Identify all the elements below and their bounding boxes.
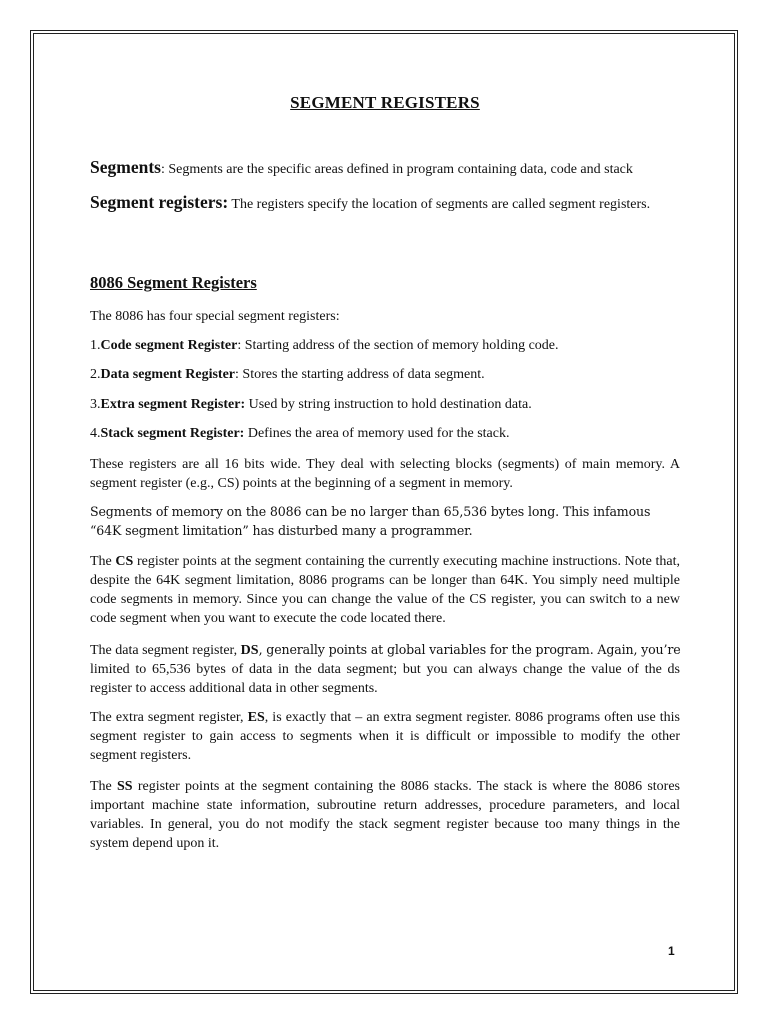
list-item: 3.Extra segment Register: Used by string instruction to hold destination data. — [90, 397, 532, 412]
register-abbrev: CS — [115, 554, 134, 569]
paragraph-segment-limit: Segments of memory on the 8086 can be no larger than 65,536 bytes long. This infamous “64K segment limitation” has disturbed many a programmer. — [90, 504, 651, 538]
register-name: Stack segment Register: — [100, 426, 245, 441]
register-name: Code segment Register — [100, 338, 238, 353]
page-title: SEGMENT REGISTERS — [290, 93, 480, 112]
paragraph-register-width: These registers are all 16 bits wide. They deal with selecting blocks (segments) of main memory. A segment register (e.g., CS) points at the beginning of a segment in memory. — [90, 457, 680, 491]
paragraph-ss: The SS register points at the segment containing the 8086 stacks. The stack is where the 8086 stores important machine state information, subroutine return addresses, procedure parameters, and local variables. In general, you do not modify the stack segment register because too many things in the system depend upon it. — [90, 779, 680, 851]
paragraph-ds: The data segment register, DS, generally points at global variables for the program. Again, you’re limited to 65,536 bytes of data in the data segment; but you can always change the value of the ds register to access additional data in other segments. — [90, 642, 681, 696]
intro-text: The 8086 has four special segment registers: — [90, 309, 340, 324]
definition-term: Segments — [90, 157, 161, 177]
definition-segments — [90, 158, 680, 179]
definition-segment-registers — [90, 192, 680, 215]
register-abbrev: ES — [247, 710, 265, 725]
list-item: 1.Code segment Register: Starting address of the section of memory holding code. — [90, 338, 559, 353]
list-item: 2.Data segment Register: Stores the starting address of data segment. — [90, 367, 485, 382]
list-item: 4.Stack segment Register: Defines the area of memory used for the stack. — [90, 426, 510, 441]
definition-term: Segment registers: — [90, 192, 229, 212]
register-abbrev: SS — [117, 779, 133, 794]
section-heading: 8086 Segment Registers — [90, 273, 257, 292]
definition-text: : Segments are the specific areas defined in program containing data, code and stack — [160, 162, 633, 177]
paragraph-es: The extra segment register, ES, is exactly that – an extra segment register. 8086 programs often use this segment register to gain access to segments when it is difficult or impossible to modify the other segment registers. — [90, 710, 680, 763]
register-name: Extra segment Register: — [100, 397, 246, 412]
page-number: 1 — [668, 944, 675, 958]
paragraph-cs: The CS register points at the segment containing the currently executing machine instructions. Note that, despite the 64K segment limitation, 8086 programs can be longer than 64K. You simply need multiple code segments in memory. Since you can change the value of the CS register, you can switch to a new code segment when you want to execute the code located there. — [90, 554, 680, 626]
register-name: Data segment Register — [100, 367, 236, 382]
definition-text: The registers specify the location of segments are called segment registers. — [228, 197, 651, 212]
register-abbrev: DS — [240, 643, 259, 658]
